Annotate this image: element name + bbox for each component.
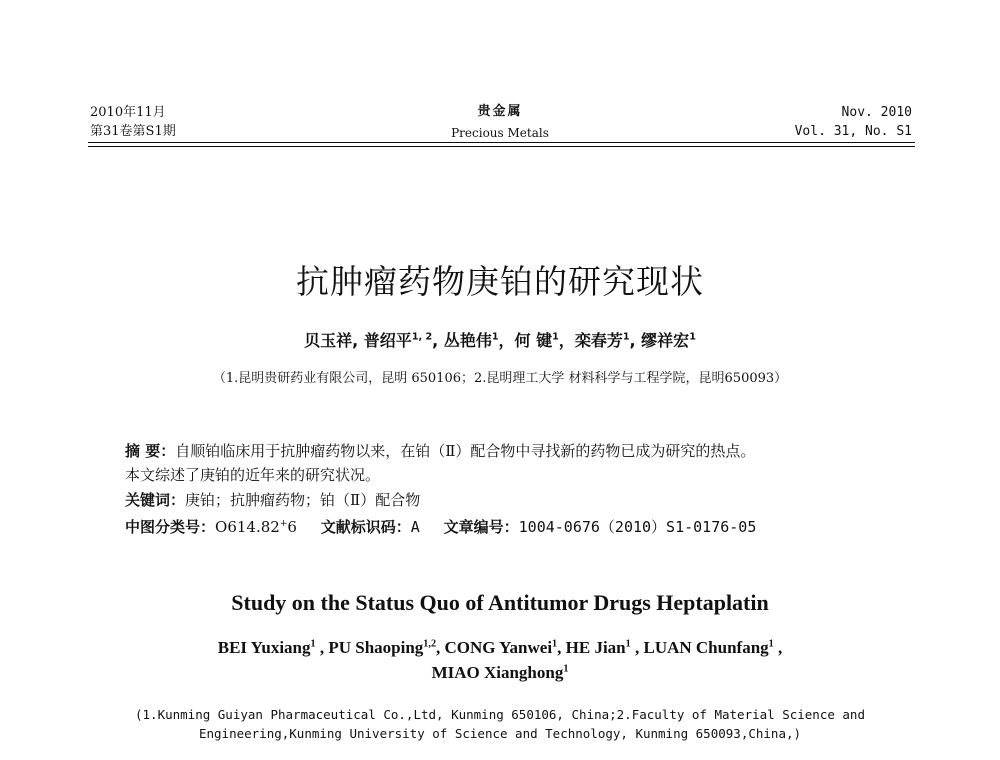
authors-cn — [0, 330, 1000, 352]
article-number-label: 文章编号： — [443, 518, 519, 536]
affiliation-en-line-2: Engineering,Kunming University of Science and Technology, Kunming 650093,China,) — [198, 726, 802, 741]
paper-title-cn: 抗肿瘤药物庚铂的研究现状 — [296, 262, 704, 301]
abstract-text: 自顺铂临床用于抗肿瘤药物以来，在铂（Ⅱ）配合物中寻找新的药物已成为研究的热点。 — [175, 442, 756, 460]
abstract-line-1 — [125, 440, 915, 462]
keywords — [125, 489, 915, 511]
doc-code-label: 文献标识码： — [320, 518, 411, 536]
header-date-en: Nov. 2010 — [841, 105, 912, 120]
header-rule-top — [88, 142, 915, 143]
header-rule-bottom — [88, 146, 915, 147]
authors-en-line-1 — [0, 636, 1000, 660]
author-cn: 丛艳伟$^1$， — [443, 331, 515, 350]
affiliation-en-line-1: (1.Kunming Guiyan Pharmaceutical Co.,Ltd, Kunming 650106, China;2.Faculty of Material Science and — [135, 707, 865, 722]
abstract-line-2: 本文综述了庚铂的近年来的研究状况。 — [125, 466, 381, 484]
clc-value: O614.82+6 — [215, 518, 297, 536]
journal-name-en: Precious Metals — [451, 126, 549, 140]
author-cn: 何 键$^1$， — [514, 331, 575, 350]
abstract-label: 摘 要： — [125, 442, 176, 460]
affiliation-cn: （1.昆明贵研药业有限公司，昆明 650106；2.昆明理工大学 材料科学与工程学院，昆明650093） — [212, 371, 788, 386]
author-cn: 贝玉祥, — [304, 331, 364, 350]
author-cn: 栾春芳$^1$, — [574, 331, 642, 350]
authors-en-line-2 — [0, 661, 1000, 685]
header-volume-en: Vol. 31, No. S1 — [794, 124, 912, 139]
article-number-value: 1004-0676（2010）S1-0176-05 — [518, 518, 757, 536]
doc-code-value: A — [410, 518, 420, 536]
journal-name-cn: 贵金属 — [477, 104, 523, 119]
header-date: 2010年11月 — [90, 105, 166, 120]
author-cn: 普绍平$^{1, 2}$, — [363, 331, 444, 350]
author-en: MIAO Xianghong$^1$ — [431, 663, 569, 682]
paper-title-en: Study on the Status Quo of Antitumor Drugs Heptaplatin — [231, 590, 769, 615]
author-cn: 缪祥宏$^1$ — [641, 331, 696, 350]
clc-label: 中图分类号： — [125, 518, 216, 536]
author-en: PU Shaoping$^{1,2}$, — [328, 638, 445, 657]
author-en: LUAN Chunfang$^1$ , — [643, 638, 783, 657]
header-volume-cn: 第31卷第S1期 — [90, 124, 176, 139]
author-en: BEI Yuxiang$^1$ , — [217, 638, 329, 657]
keywords-label: 关键词： — [125, 491, 186, 509]
author-en: HE Jian$^1$ , — [565, 638, 644, 657]
author-en: CONG Yanwei$^1$, — [444, 638, 566, 657]
keywords-value: 庚铂；抗肿瘤药物；铂（Ⅱ）配合物 — [185, 491, 421, 509]
classification-line — [125, 516, 915, 538]
